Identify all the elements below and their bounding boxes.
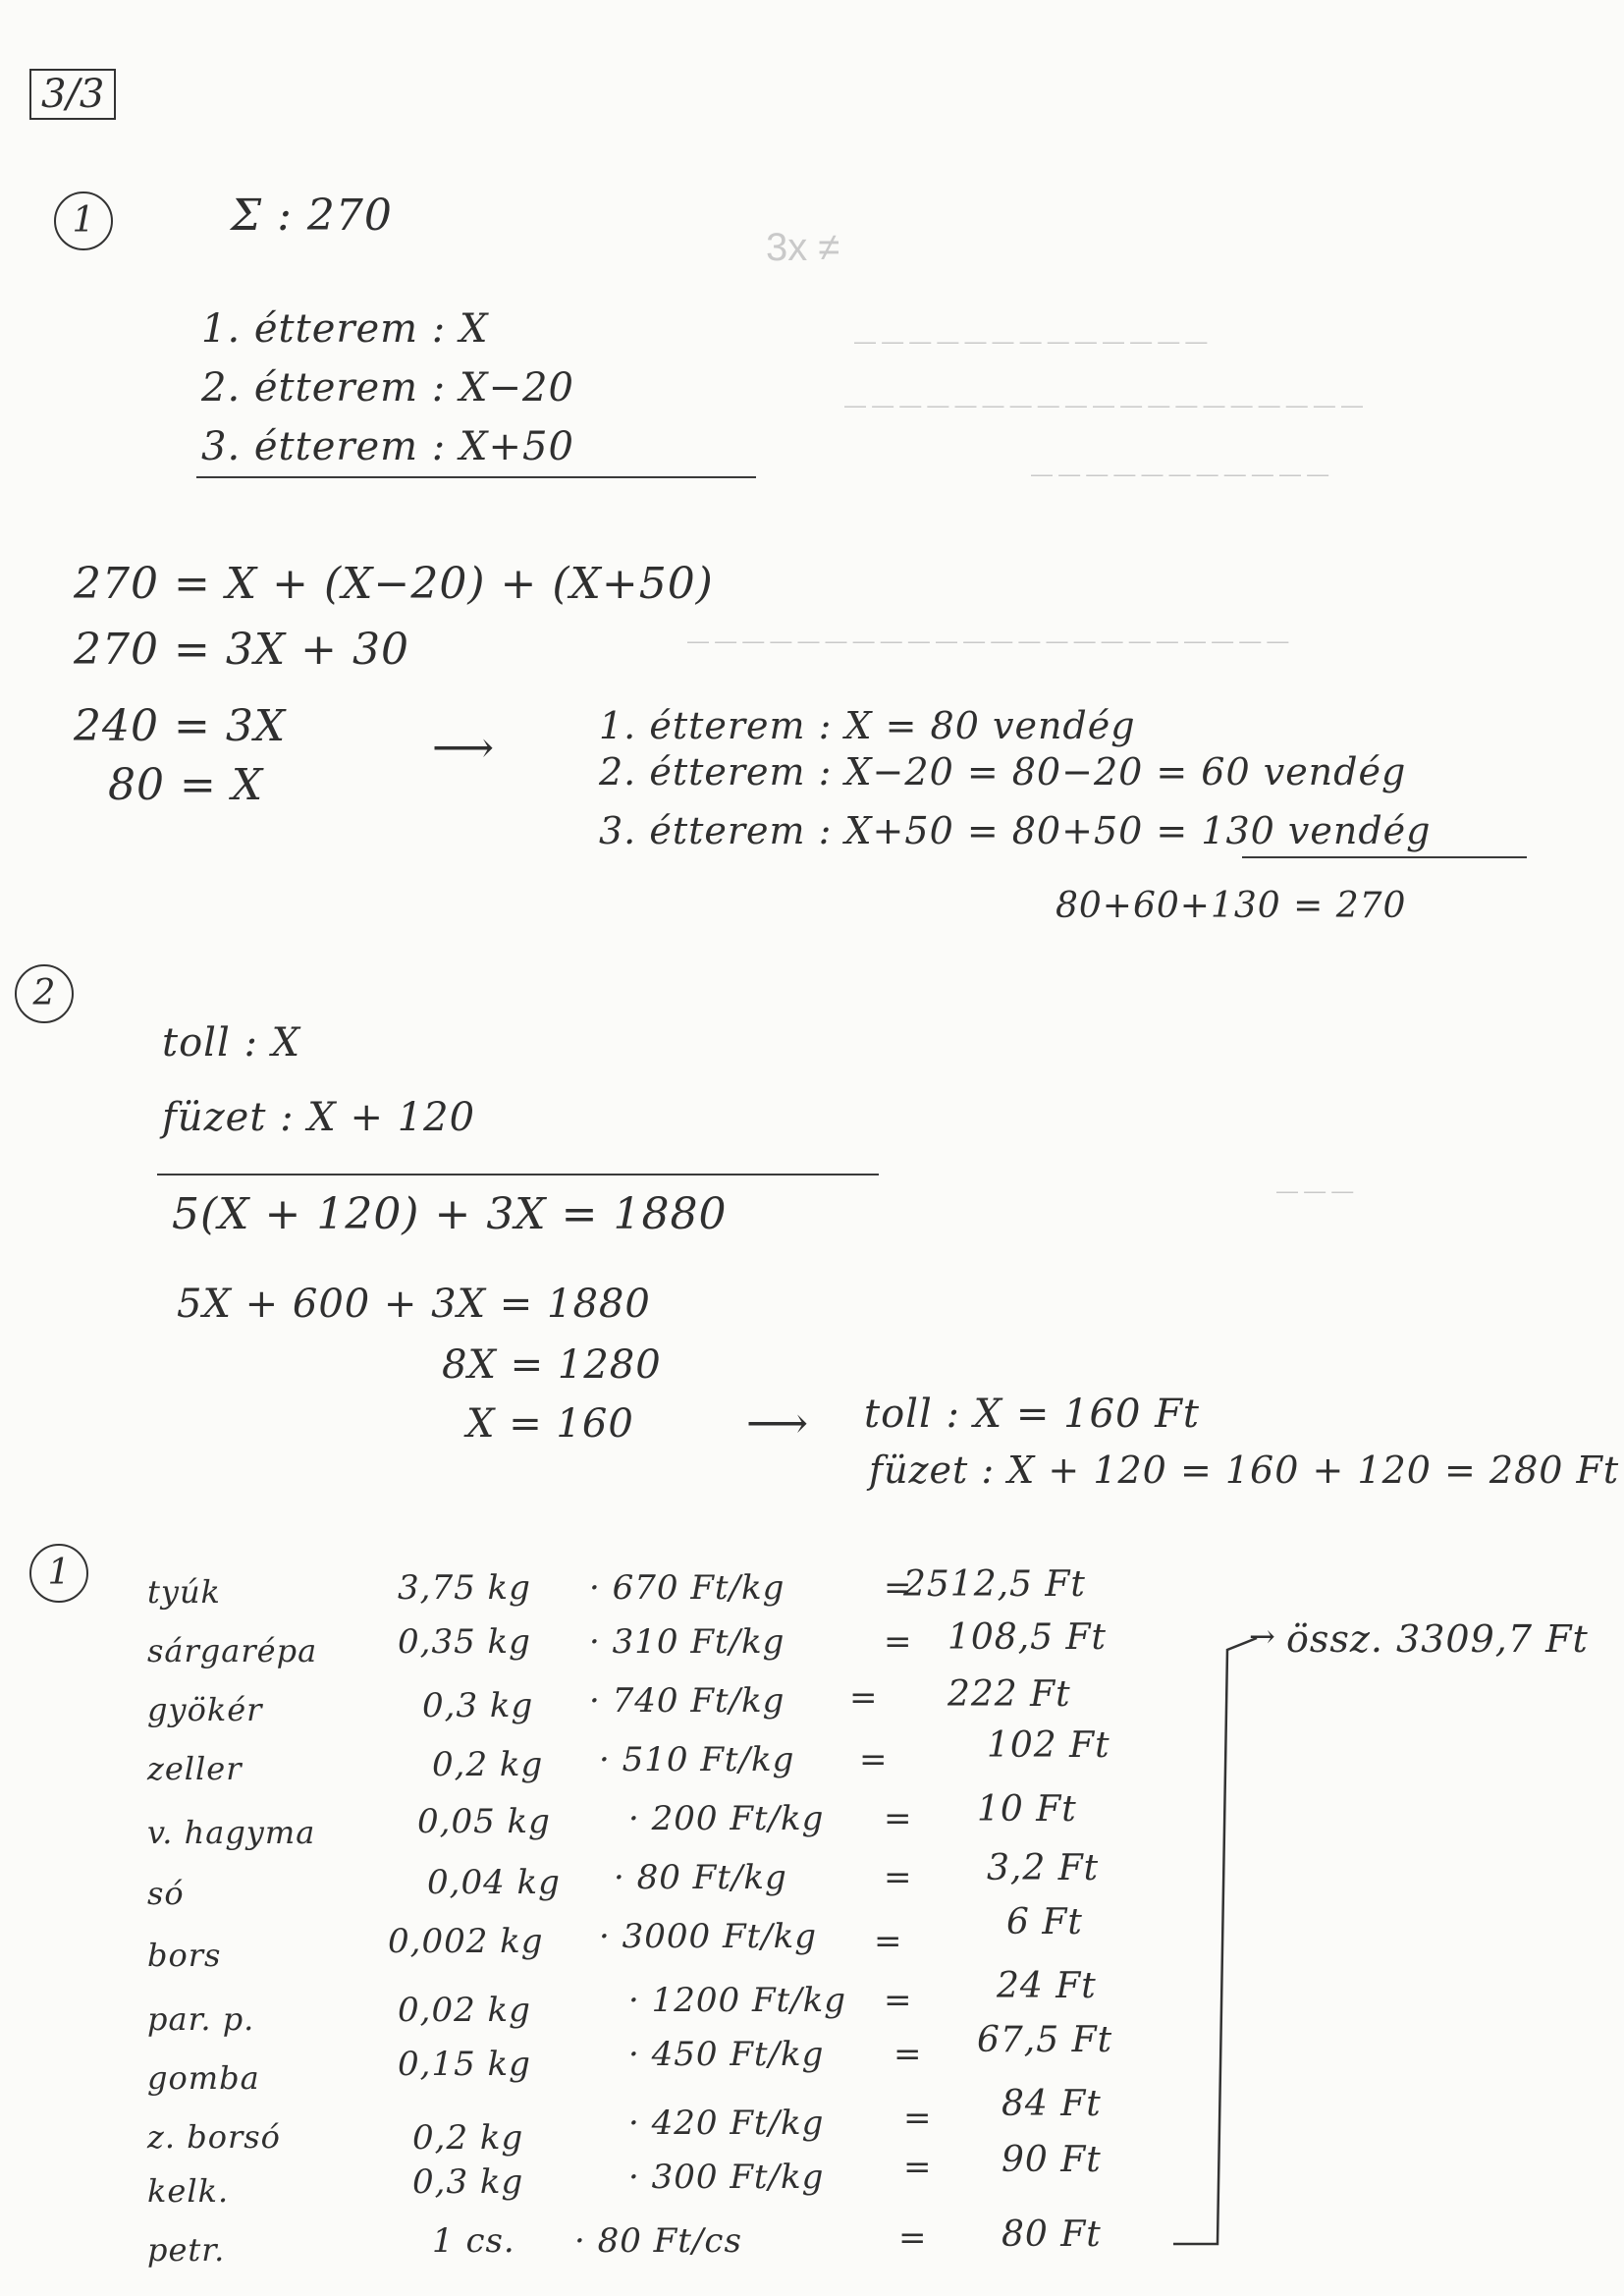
- ingredient-equals: =: [884, 1858, 913, 1897]
- task1-result-3: 3. étterem : X+50 = 80+50 = 130 vendég: [599, 809, 1432, 852]
- ingredient-name: kelk.: [147, 2172, 230, 2210]
- task1-arrow-icon: ⟶: [432, 723, 496, 773]
- task2-def-underline: [157, 1174, 879, 1175]
- ingredient-quantity: 0,04 kg: [427, 1863, 561, 1902]
- ingredient-cost: 6 Ft: [1006, 1902, 1083, 1942]
- task1-equation-1: 270 = X + (X−20) + (X+50): [74, 559, 714, 609]
- ingredient-quantity: 0,05 kg: [417, 1802, 551, 1841]
- ingredient-equals: =: [898, 2218, 928, 2258]
- ingredient-quantity: 1 cs.: [432, 2221, 515, 2261]
- ingredient-unit-price: · 200 Ft/kg: [628, 1799, 825, 1838]
- ingredient-quantity: 0,002 kg: [388, 1922, 544, 1961]
- task1-def-3: 3. étterem : X+50: [201, 424, 574, 469]
- task2-result-2: füzet : X + 120 = 160 + 120 = 280 Ft: [869, 1449, 1620, 1492]
- task1-def-underline: [196, 476, 756, 478]
- ingredient-cost: 222 Ft: [947, 1674, 1071, 1715]
- ingredient-quantity: 0,35 kg: [398, 1622, 531, 1662]
- ingredient-unit-price: · 420 Ft/kg: [628, 2104, 825, 2143]
- task1-equation-3: 240 = 3X: [74, 701, 287, 751]
- ingredient-unit-price: · 1200 Ft/kg: [628, 1981, 847, 2020]
- ingredient-equals: =: [884, 1622, 913, 1662]
- ingredient-unit-price: · 740 Ft/kg: [589, 1681, 785, 1721]
- task2-equation-1: 5(X + 120) + 3X = 1880: [172, 1189, 728, 1239]
- ingredient-quantity: 0,15 kg: [398, 2045, 531, 2084]
- ingredient-name: par. p.: [147, 2000, 255, 2038]
- task1-def-1: 1. étterem : X: [201, 306, 489, 352]
- ingredient-equals: =: [903, 2148, 933, 2187]
- ingredient-name: sárgarépa: [147, 1632, 318, 1669]
- ingredient-cost: 102 Ft: [987, 1725, 1110, 1766]
- ingredient-equals: =: [893, 2035, 923, 2074]
- ingredient-name: gomba: [147, 2059, 260, 2097]
- ingredient-quantity: 3,75 kg: [398, 1568, 531, 1608]
- ingredient-cost: 67,5 Ft: [977, 2020, 1113, 2060]
- task2-equation-2: 5X + 600 + 3X = 1880: [177, 1282, 651, 1327]
- ingredient-name: v. hagyma: [147, 1814, 316, 1851]
- ingredient-unit-price: · 670 Ft/kg: [589, 1568, 785, 1608]
- ingredient-unit-price: · 510 Ft/kg: [599, 1740, 795, 1779]
- task1-result-underline: [1242, 856, 1527, 858]
- task2-def-1: toll : X: [162, 1020, 301, 1066]
- ingredient-quantity: 0,3 kg: [422, 1686, 534, 1725]
- task3-number: 1: [29, 1544, 88, 1603]
- ingredient-name: z. borsó: [147, 2118, 281, 2156]
- task2-def-2: füzet : X + 120: [162, 1095, 476, 1140]
- ingredient-name: só: [147, 1875, 185, 1912]
- ingredient-quantity: 0,2 kg: [412, 2118, 524, 2158]
- task1-check: 80+60+130 = 270: [1056, 886, 1407, 926]
- task2-equation-3: 8X = 1280: [442, 1342, 662, 1388]
- task1-def-2: 2. étterem : X−20: [201, 365, 574, 410]
- task1-result-1: 1. étterem : X = 80 vendég: [599, 704, 1136, 747]
- ingredient-equals: =: [859, 1740, 889, 1779]
- ingredient-quantity: 0,3 kg: [412, 2162, 524, 2202]
- grand-total: össz. 3309,7 Ft: [1286, 1617, 1589, 1661]
- ingredient-cost: 90 Ft: [1001, 2140, 1102, 2180]
- task1-equation-2: 270 = 3X + 30: [74, 625, 409, 675]
- page-label: 3/3: [29, 69, 116, 120]
- ingredient-unit-price: · 450 Ft/kg: [628, 2035, 825, 2074]
- ingredient-cost: 3,2 Ft: [987, 1848, 1100, 1888]
- total-arrow-icon: →: [1249, 1617, 1276, 1655]
- ingredient-unit-price: · 300 Ft/kg: [628, 2158, 825, 2197]
- ingredient-equals: =: [849, 1678, 879, 1718]
- task1-result-2: 2. étterem : X−20 = 80−20 = 60 vendég: [599, 750, 1407, 793]
- ingredient-cost: 10 Ft: [977, 1789, 1077, 1830]
- ingredient-quantity: 0,2 kg: [432, 1745, 544, 1784]
- ingredient-equals: =: [884, 1981, 913, 2020]
- task1-equation-4: 80 = X: [108, 760, 264, 810]
- task1-number: 1: [54, 191, 113, 250]
- ingredient-name: petr.: [147, 2231, 226, 2269]
- ingredient-unit-price: · 80 Ft/kg: [614, 1858, 787, 1897]
- ingredient-equals: =: [884, 1568, 913, 1608]
- task2-number: 2: [15, 964, 74, 1023]
- ingredient-name: zeller: [147, 1750, 243, 1787]
- ingredient-cost: 108,5 Ft: [947, 1617, 1107, 1658]
- ingredient-unit-price: · 310 Ft/kg: [589, 1622, 785, 1662]
- ingredient-cost: 2512,5 Ft: [903, 1564, 1086, 1605]
- ingredient-equals: =: [903, 2099, 933, 2138]
- ingredient-name: tyúk: [147, 1573, 221, 1611]
- ingredient-equals: =: [884, 1799, 913, 1838]
- ingredient-cost: 24 Ft: [997, 1966, 1097, 2006]
- task2-equation-4: X = 160: [466, 1401, 634, 1447]
- task1-sum-label: Σ : 270: [231, 191, 393, 241]
- task2-arrow-icon: ⟶: [746, 1398, 810, 1449]
- handwritten-page: 3x ≠ — — — — — — — — — — — — — — — — — — — — — — — — — — — — — — — — — — — — — — — — — — — — — — — — — — — — — — — — — — — — — — — — — — — — 3/3 1 Σ : 270 1. étterem : X 2. étterem : X−20 3. étterem : X+50 270 = X + (X−20) + (X+50) 270 = 3X + 30 240 = 3X 80 = X ⟶ 1. étterem : X = 80 vendég 2. étterem : X−20 = 80−20 = 60 vendég 3. étterem : X+50 = 80+50 = 130 vendég 80+60+130 = 270 2 toll : X füzet : X + 120 5(X + 120) + 3X = 1880 5X + 600 + 3X = 1880 8X = 1280 X = 160 ⟶ toll : X = 160 Ft füzet : X + 120 = 160 + 120 = 280 Ft 1 tyúk 3,75 kg · 670 Ft/kg = 2512,5 Ft sárgarépa 0,35 kg · 310 Ft/kg = 108,5 Ft gyökér 0,3 kg · 740 Ft/kg = 222 Ft zeller 0,2 kg · 510 Ft/kg = 102 Ft v. hagyma 0,05 kg · 200 Ft/kg = 10 Ft só 0,04 kg · 80 Ft/kg = 3,2 Ft bors 0,002 kg · 3000 Ft/kg = 6 Ft par. p. 0,02 kg · 1200 Ft/kg = 24 Ft gomba 0,15 kg · 450 Ft/kg = 67,5 Ft z. borsó 0,2 kg · 420 Ft/kg = 84 Ft kelk. 0,3 kg · 300 Ft/kg = 90 Ft petr. 1 cs. · 80 Ft/cs = 80 Ft → össz. 3309,7 Ft: [0, 0, 1624, 2296]
- ingredient-name: gyökér: [147, 1691, 263, 1728]
- ingredient-cost: 80 Ft: [1001, 2214, 1102, 2255]
- ingredient-unit-price: · 80 Ft/cs: [574, 2221, 742, 2261]
- ingredient-quantity: 0,02 kg: [398, 1991, 531, 2030]
- ingredient-name: bors: [147, 1937, 222, 1974]
- ingredient-unit-price: · 3000 Ft/kg: [599, 1917, 818, 1956]
- task2-result-1: toll : X = 160 Ft: [864, 1392, 1200, 1437]
- ingredient-cost: 84 Ft: [1001, 2084, 1102, 2124]
- ingredient-equals: =: [874, 1922, 903, 1961]
